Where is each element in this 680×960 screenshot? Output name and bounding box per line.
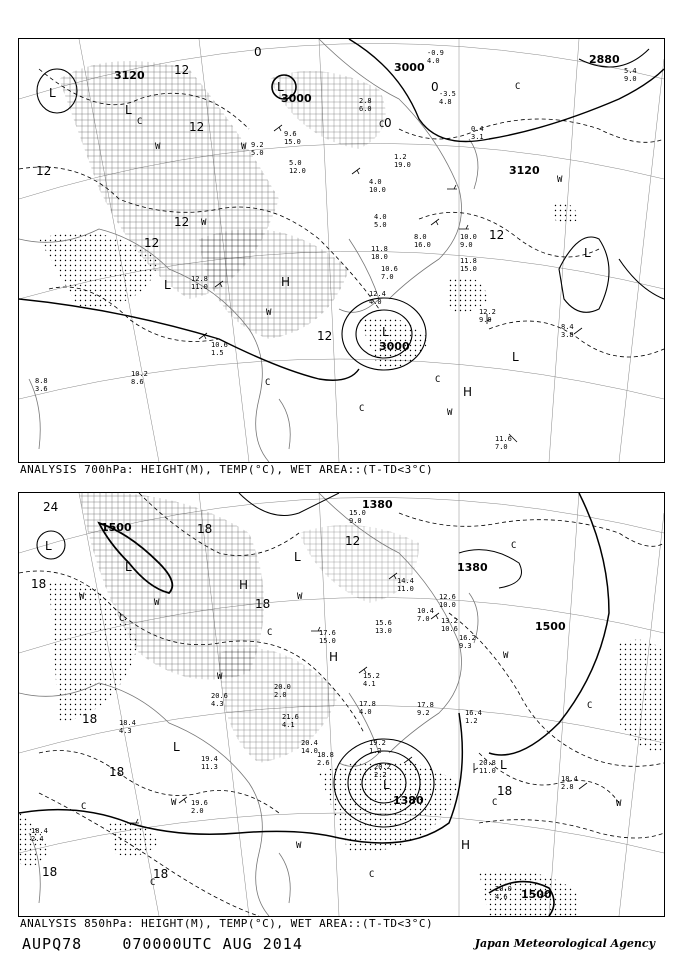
low-center-label: L (500, 758, 507, 772)
low-center-label: L (49, 86, 56, 100)
svg-text:20.2: 20.2 (374, 763, 391, 771)
station-obs (359, 97, 372, 113)
svg-text:12.4: 12.4 (369, 290, 386, 298)
svg-text:7.0: 7.0 (495, 443, 508, 451)
map-700hpa (18, 38, 665, 463)
map-850hpa-caption: ANALYSIS 850hPa: HEIGHT(M), TEMP(°C), WET AREA::(T-TD<3°C) (20, 917, 434, 930)
svg-text:18.4: 18.4 (119, 719, 136, 727)
warm-mark: W (154, 598, 160, 608)
temp-label: 12 (174, 63, 190, 77)
svg-text:17.8: 17.8 (359, 700, 376, 708)
warm-mark: W (79, 592, 85, 602)
svg-text:1.2: 1.2 (394, 153, 407, 161)
svg-text:7.0: 7.0 (417, 615, 430, 623)
station-obs (349, 509, 366, 525)
station-obs (471, 125, 484, 141)
height-label: 3000 (281, 92, 312, 105)
temp-label: 12 (36, 164, 52, 178)
cold-mark: C (119, 614, 125, 624)
svg-text:12.0: 12.0 (289, 167, 306, 175)
chart-id-line (22, 935, 303, 953)
svg-text:16.4: 16.4 (465, 709, 482, 717)
station-obs (289, 159, 306, 175)
svg-text:6.0: 6.0 (359, 105, 372, 113)
station-obs (363, 672, 380, 688)
valid-time: 070000UTC AUG 2014 (122, 935, 303, 953)
temp-label: 18 (42, 865, 58, 879)
station-obs (369, 178, 386, 194)
station-obs (359, 700, 376, 716)
temp-label: 12 (345, 534, 361, 548)
station-obs (211, 341, 228, 357)
cold-mark: C (81, 802, 87, 812)
svg-text:11.0: 11.0 (191, 283, 208, 291)
station-obs (459, 634, 476, 650)
svg-text:9.6: 9.6 (284, 130, 297, 138)
svg-text:5.0: 5.0 (374, 221, 387, 229)
svg-text:8.8: 8.8 (35, 377, 48, 385)
svg-text:17.6: 17.6 (319, 629, 336, 637)
low-center-label: L (382, 325, 389, 339)
svg-text:20.0: 20.0 (495, 885, 512, 893)
low-center-label: L (173, 740, 180, 754)
warm-mark: W (171, 798, 177, 808)
svg-text:4.0: 4.0 (359, 708, 372, 716)
height-label: 1380 (393, 794, 424, 807)
temp-label: 18 (109, 765, 125, 779)
svg-text:5.0: 5.0 (289, 159, 302, 167)
station-obs (427, 49, 444, 65)
station-obs (479, 759, 496, 775)
warm-mark: W (266, 308, 272, 318)
high-center-label: H (239, 578, 249, 592)
station-obs (35, 377, 48, 393)
svg-text:19.0: 19.0 (394, 161, 411, 169)
svg-text:12.6: 12.6 (439, 593, 456, 601)
svg-text:10.6: 10.6 (381, 265, 398, 273)
chart-id: AUPQ78 (22, 935, 83, 953)
svg-text:10.0: 10.0 (439, 601, 456, 609)
cold-mark: C (587, 701, 593, 711)
station-obs (417, 607, 434, 623)
station-obs (439, 90, 456, 106)
station-obs (394, 153, 411, 169)
svg-text:14.0: 14.0 (301, 747, 318, 755)
station-obs (439, 593, 456, 609)
temp-label: 0 (254, 45, 262, 59)
warm-mark: W (297, 592, 303, 602)
svg-text:15.6: 15.6 (375, 619, 392, 627)
station-obs (319, 629, 336, 645)
warm-mark: W (296, 841, 302, 851)
svg-text:20.4: 20.4 (301, 739, 318, 747)
height-label: 1500 (535, 620, 566, 633)
svg-text:-0.9: -0.9 (427, 49, 444, 57)
svg-text:10.2: 10.2 (131, 370, 148, 378)
svg-text:15.0: 15.0 (460, 265, 477, 273)
svg-text:4.6: 4.6 (495, 893, 508, 901)
height-label: 3000 (379, 340, 410, 353)
temp-label: 18 (31, 577, 47, 591)
temp-label: 18 (497, 784, 513, 798)
cold-mark: C (379, 120, 385, 130)
svg-text:9.2: 9.2 (251, 141, 264, 149)
station-obs (460, 233, 477, 249)
svg-text:21.6: 21.6 (282, 713, 299, 721)
cold-mark: C (150, 878, 156, 888)
station-obs (119, 719, 136, 735)
warm-mark: W (503, 651, 509, 661)
svg-text:15.0: 15.0 (284, 138, 301, 146)
svg-text:10.6: 10.6 (441, 625, 458, 633)
svg-text:3.8: 3.8 (561, 331, 574, 339)
svg-text:19.4: 19.4 (201, 755, 218, 763)
warm-mark: W (447, 408, 453, 418)
svg-text:9.3: 9.3 (459, 642, 472, 650)
station-obs (417, 701, 434, 717)
station-obs (441, 617, 458, 633)
temp-label: 18 (82, 712, 98, 726)
high-center-label: H (329, 650, 339, 664)
temp-label: 0 (431, 80, 439, 94)
low-center-label: L (383, 778, 390, 792)
warm-mark: W (155, 142, 161, 152)
temp-label: 0 (384, 116, 392, 130)
svg-text:15.0: 15.0 (349, 509, 366, 517)
map-700hpa-canvas (19, 39, 664, 462)
svg-text:9.0: 9.0 (624, 75, 637, 83)
station-obs (479, 308, 496, 324)
svg-text:13.2: 13.2 (441, 617, 458, 625)
temp-label: 12 (189, 120, 205, 134)
svg-text:10.0: 10.0 (369, 186, 386, 194)
svg-text:4.0: 4.0 (374, 213, 387, 221)
high-center-label: H (463, 385, 473, 399)
svg-text:11.0: 11.0 (397, 585, 414, 593)
cold-mark: C (515, 82, 521, 92)
station-obs (301, 739, 318, 755)
station-obs (397, 577, 414, 593)
station-obs (369, 739, 386, 755)
agency-name: Japan Meteorological Agency (474, 937, 655, 950)
svg-text:16.0: 16.0 (414, 241, 431, 249)
svg-text:8.6: 8.6 (131, 378, 144, 386)
svg-text:12.2: 12.2 (479, 308, 496, 316)
station-obs (381, 265, 398, 281)
temp-label: 12 (144, 236, 160, 250)
svg-text:14.4: 14.4 (397, 577, 414, 585)
svg-text:19.6: 19.6 (191, 799, 208, 807)
station-obs (465, 709, 482, 725)
cold-mark: C (267, 628, 273, 638)
height-label: 1500 (521, 888, 552, 901)
cold-mark: C (265, 378, 271, 388)
station-obs (561, 323, 574, 339)
svg-text:4.0: 4.0 (427, 57, 440, 65)
station-obs (495, 435, 512, 451)
station-obs (191, 799, 208, 815)
svg-text:11.3: 11.3 (201, 763, 218, 771)
temp-label-group-2 (489, 228, 504, 242)
svg-text:10.6: 10.6 (211, 341, 228, 349)
svg-text:15.0: 15.0 (319, 637, 336, 645)
svg-text:11.0: 11.0 (479, 767, 496, 775)
svg-text:20.8: 20.8 (479, 759, 496, 767)
svg-text:18.4: 18.4 (561, 775, 578, 783)
temp-label-extra: 12 (489, 228, 505, 242)
svg-text:12.8: 12.8 (191, 275, 208, 283)
station-obs (624, 67, 637, 83)
svg-text:4.0: 4.0 (369, 178, 382, 186)
svg-text:3.6: 3.6 (35, 385, 48, 393)
svg-text:1.2: 1.2 (465, 717, 478, 725)
temp-label: 12 (174, 215, 190, 229)
low-center-label: L (512, 350, 519, 364)
station-obs (374, 213, 387, 229)
temp-label: 12 (317, 329, 333, 343)
svg-text:4.1: 4.1 (282, 721, 295, 729)
svg-text:2.4: 2.4 (31, 835, 44, 843)
svg-text:3.1: 3.1 (471, 133, 484, 141)
svg-text:2.0: 2.0 (274, 691, 287, 699)
svg-text:20.6: 20.6 (211, 692, 228, 700)
station-obs (414, 233, 431, 249)
svg-text:7.0: 7.0 (381, 273, 394, 281)
station-obs (131, 370, 148, 386)
svg-text:1.5: 1.5 (211, 349, 224, 357)
svg-text:20.0: 20.0 (274, 683, 291, 691)
station-obs (201, 755, 218, 771)
svg-text:4.8: 4.8 (439, 98, 452, 106)
station-obs (371, 245, 388, 261)
svg-text:4.3: 4.3 (119, 727, 132, 735)
svg-text:2.6: 2.6 (317, 759, 330, 767)
svg-text:16.2: 16.2 (459, 634, 476, 642)
warm-mark: W (616, 799, 622, 809)
svg-text:10.4: 10.4 (417, 607, 434, 615)
svg-text:19.2: 19.2 (369, 739, 386, 747)
svg-text:5.0: 5.0 (251, 149, 264, 157)
svg-text:2.2: 2.2 (374, 771, 387, 779)
low-center-label: L (277, 80, 284, 94)
svg-text:17.8: 17.8 (417, 701, 434, 709)
low-center-label: L (45, 539, 52, 553)
svg-text:4.1: 4.1 (363, 680, 376, 688)
svg-text:-3.5: -3.5 (439, 90, 456, 98)
svg-text:2.8: 2.8 (561, 783, 574, 791)
station-obs (251, 141, 264, 157)
svg-text:2.8: 2.8 (359, 97, 372, 105)
svg-text:5.4: 5.4 (624, 67, 637, 75)
svg-text:11.6: 11.6 (495, 435, 512, 443)
svg-text:10.0: 10.0 (460, 233, 477, 241)
svg-text:9.0: 9.0 (460, 241, 473, 249)
low-center-label: L (294, 550, 301, 564)
station-obs (191, 275, 208, 291)
low-center-label: L (125, 560, 132, 574)
station-obs (460, 257, 477, 273)
svg-text:8.4: 8.4 (561, 323, 574, 331)
height-label: 1380 (362, 498, 393, 511)
warm-mark: W (241, 142, 247, 152)
cold-mark: C (137, 117, 143, 127)
svg-text:18.0: 18.0 (371, 253, 388, 261)
svg-text:18.4: 18.4 (31, 827, 48, 835)
station-obs (31, 827, 48, 843)
cold-mark: C (359, 404, 365, 414)
svg-text:4.0: 4.0 (369, 298, 382, 306)
svg-text:0.4: 0.4 (471, 125, 484, 133)
map-700hpa-caption: ANALYSIS 700hPa: HEIGHT(M), TEMP(°C), WET AREA::(T-TD<3°C) (20, 463, 434, 476)
svg-text:1.2: 1.2 (369, 747, 382, 755)
low-center-label: L (164, 278, 171, 292)
cold-mark: C (435, 375, 441, 385)
low-center-label: L (125, 103, 132, 117)
svg-text:2.0: 2.0 (191, 807, 204, 815)
svg-text:11.8: 11.8 (371, 245, 388, 253)
height-label: 3120 (509, 164, 540, 177)
map-850hpa-canvas (19, 493, 664, 916)
svg-text:13.0: 13.0 (375, 627, 392, 635)
low-center-label: L (584, 246, 591, 260)
temp-label: 24 (43, 500, 59, 514)
svg-text:18.8: 18.8 (317, 751, 334, 759)
map-850hpa (18, 492, 665, 917)
temp-label: 18 (197, 522, 213, 536)
svg-text:9.0: 9.0 (349, 517, 362, 525)
height-label: 1500 (101, 521, 132, 534)
height-label: 3000 (394, 61, 425, 74)
cold-mark: C (369, 870, 375, 880)
wet-areas (19, 493, 664, 916)
warm-mark: W (217, 672, 223, 682)
high-center-label: H (461, 838, 471, 852)
svg-text:8.0: 8.0 (414, 233, 427, 241)
station-obs (375, 619, 392, 635)
svg-text:4.3: 4.3 (211, 700, 224, 708)
cold-mark: C (492, 798, 498, 808)
height-label: 2880 (589, 53, 620, 66)
svg-text:11.8: 11.8 (460, 257, 477, 265)
wet-areas (39, 61, 579, 369)
warm-mark: W (201, 218, 207, 228)
temp-label: 18 (153, 867, 169, 881)
height-label: 3120 (114, 69, 145, 82)
svg-text:9.0: 9.0 (479, 316, 492, 324)
temp-label: 18 (255, 597, 271, 611)
svg-text:9.2: 9.2 (417, 709, 430, 717)
height-label: 1380 (457, 561, 488, 574)
high-center-label: H (281, 275, 291, 289)
svg-text:15.2: 15.2 (363, 672, 380, 680)
station-obs (561, 775, 578, 791)
station-obs (284, 130, 301, 146)
cold-mark: C (511, 541, 517, 551)
warm-mark: W (557, 175, 563, 185)
